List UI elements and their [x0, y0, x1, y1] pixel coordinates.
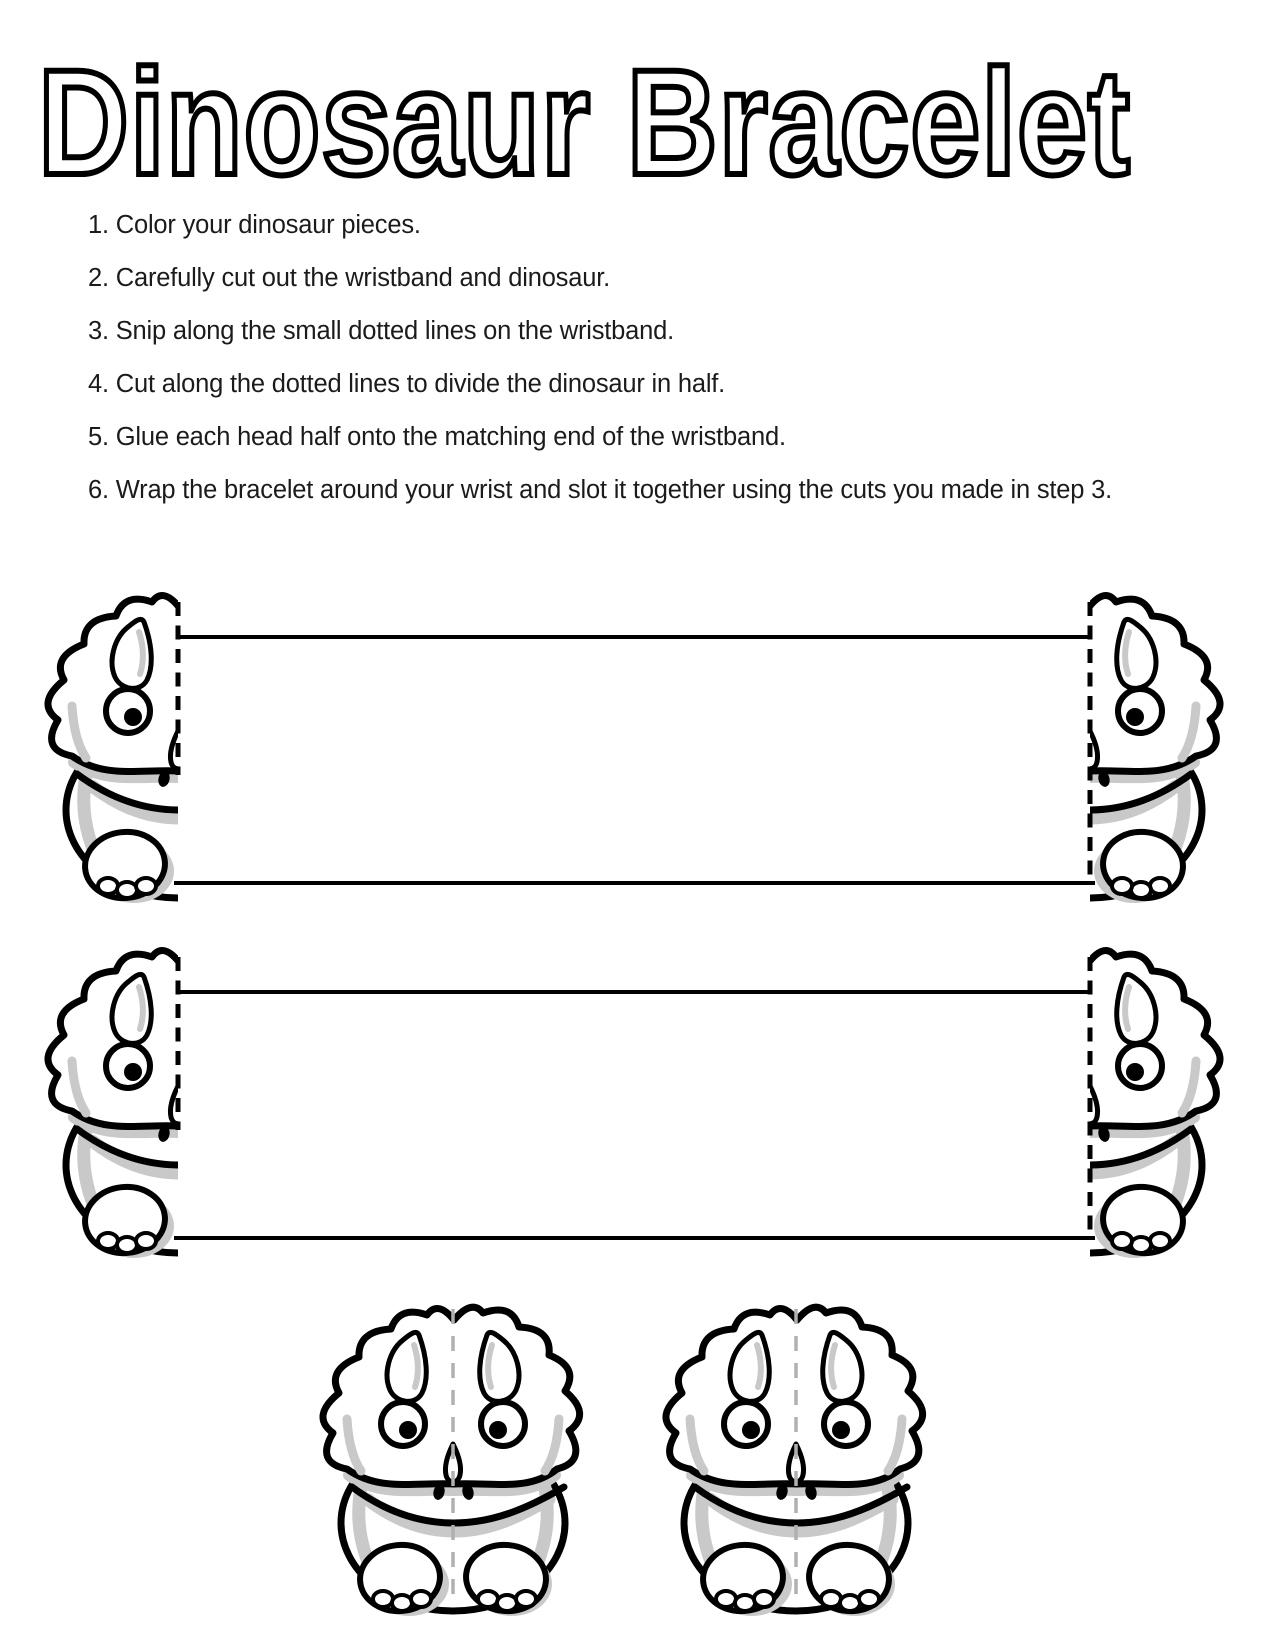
instruction-step-5: 5. Glue each head half onto the matching end of the wristband. [88, 423, 786, 451]
wristband2-right-dino-half [1085, 930, 1245, 1275]
instruction-step-1: 1. Color your dinosaur pieces. [88, 211, 421, 239]
dinosaur-template-right [641, 1288, 951, 1633]
wristband1-top-edge [178, 635, 1090, 639]
instruction-step-3: 3. Snip along the small dotted lines on the wristband. [88, 317, 674, 345]
dinosaur-template-left [298, 1288, 608, 1633]
wristband2-bottom-edge [174, 1236, 1095, 1240]
page-title: Dinosaur Bracelet [38, 38, 1131, 206]
wristband1-right-dino-half [1085, 575, 1245, 920]
wristband2-left-dino-half [23, 930, 183, 1275]
wristband2-top-edge [178, 990, 1090, 994]
instructions-list [88, 212, 1198, 530]
instruction-step-4: 4. Cut along the dotted lines to divide the dinosaur in half. [88, 370, 726, 398]
triceratops-icon [666, 1307, 923, 1616]
instruction-step-6: 6. Wrap the bracelet around your wrist and slot it together using the cuts you made in step 3. [88, 476, 1112, 504]
wristband1-left-dino-half [23, 575, 183, 920]
instruction-step-2: 2. Carefully cut out the wristband and dinosaur. [88, 264, 610, 292]
wristband1-bottom-edge [174, 881, 1095, 885]
triceratops-icon [323, 1307, 580, 1616]
